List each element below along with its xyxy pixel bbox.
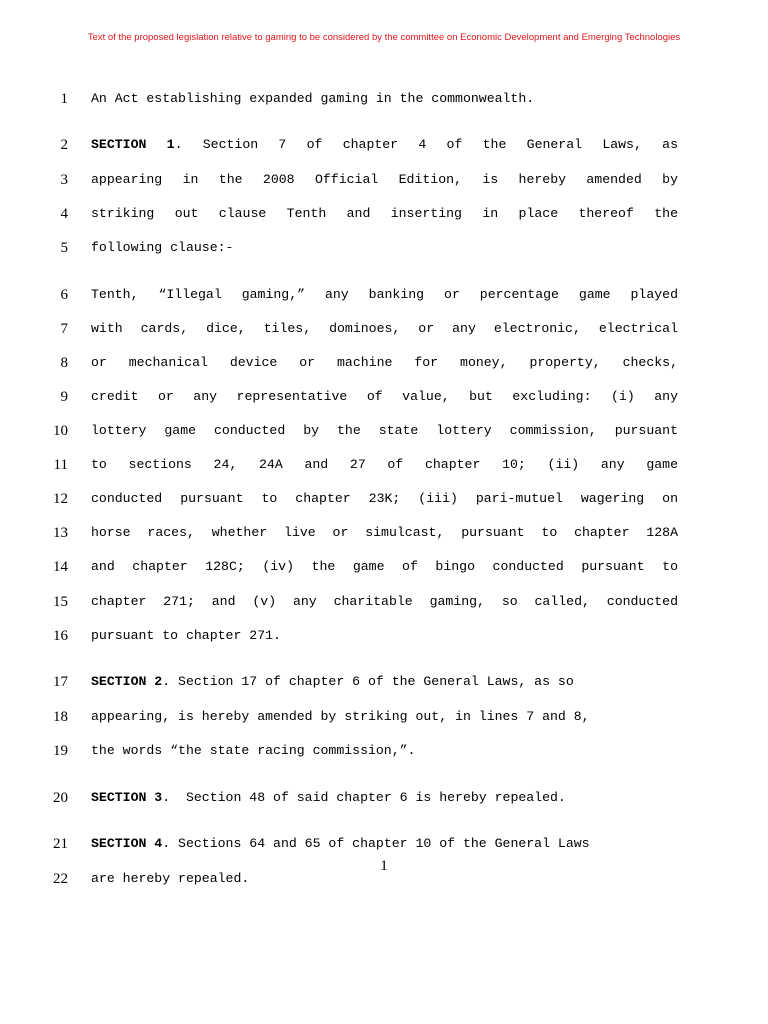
section-label: SECTION 3 bbox=[91, 790, 163, 805]
line-number: 15 bbox=[53, 594, 68, 610]
document-line bbox=[0, 624, 768, 648]
section-text: . Section 17 of chapter 6 of the General Laws, as so bbox=[162, 674, 574, 689]
line-number: 1 bbox=[60, 91, 68, 107]
line-text: Tenth, “Illegal gaming,” any banking or percentage game played bbox=[91, 287, 678, 302]
line-number: 21 bbox=[53, 836, 68, 852]
line-number: 13 bbox=[53, 525, 68, 541]
document-line bbox=[0, 133, 768, 157]
line-text: credit or any representative of value, but excluding: (i) any bbox=[91, 389, 678, 404]
line-text bbox=[91, 133, 678, 157]
line-number: 10 bbox=[53, 423, 68, 439]
line-text: horse races, whether live or simulcast, pursuant to chapter 128A bbox=[91, 525, 678, 540]
line-text: striking out clause Tenth and inserting in place thereof the bbox=[91, 206, 678, 221]
line-text: to sections 24, 24A and 27 of chapter 10; (ii) any game bbox=[91, 457, 678, 472]
line-number: 6 bbox=[60, 287, 68, 303]
document-line bbox=[0, 283, 768, 307]
line-number: 20 bbox=[53, 790, 68, 806]
line-text: An Act establishing expanded gaming in the commonwealth. bbox=[91, 91, 535, 106]
section-label: SECTION 4 bbox=[91, 836, 163, 851]
line-number: 14 bbox=[53, 559, 68, 575]
line-number: 22 bbox=[53, 871, 68, 887]
document-line bbox=[0, 786, 768, 810]
document-line bbox=[0, 487, 768, 511]
document-line bbox=[0, 419, 768, 443]
line-text: with cards, dice, tiles, dominoes, or any electronic, electrical bbox=[91, 321, 678, 336]
document-line bbox=[0, 521, 768, 545]
line-number: 7 bbox=[60, 321, 68, 337]
document-line bbox=[0, 739, 768, 763]
line-text: and chapter 128C; (iv) the game of bingo conducted pursuant to bbox=[91, 559, 678, 574]
line-number: 12 bbox=[53, 491, 68, 507]
document-line bbox=[0, 317, 768, 341]
section-text: . Section 48 of said chapter 6 is hereby repealed. bbox=[162, 790, 566, 805]
line-text: lottery game conducted by the state lottery commission, pursuant bbox=[91, 423, 678, 438]
line-number: 2 bbox=[60, 137, 68, 153]
section-text: . Sections 64 and 65 of chapter 10 of the General Laws bbox=[162, 836, 590, 851]
line-number: 4 bbox=[60, 206, 68, 222]
line-number: 3 bbox=[60, 172, 68, 188]
document-line bbox=[0, 670, 768, 694]
document-line bbox=[0, 590, 768, 614]
line-number: 5 bbox=[60, 240, 68, 256]
line-number: 11 bbox=[53, 457, 68, 473]
line-text bbox=[91, 786, 566, 810]
line-number: 19 bbox=[53, 743, 68, 759]
document-header: Text of the proposed legislation relative to gaming to be considered by the committee on Economic Development and Emerging Technologies bbox=[87, 32, 681, 43]
document-line bbox=[0, 351, 768, 375]
line-text bbox=[91, 832, 590, 856]
line-number: 18 bbox=[53, 709, 68, 725]
document-line bbox=[0, 236, 768, 260]
document-line bbox=[0, 555, 768, 579]
section-text: . Section 7 of chapter 4 of the General Laws, as bbox=[174, 137, 678, 152]
document-line bbox=[0, 453, 768, 477]
document-line bbox=[0, 385, 768, 409]
line-text: following clause:- bbox=[91, 240, 234, 255]
line-number: 17 bbox=[53, 674, 68, 690]
document-line bbox=[0, 202, 768, 226]
line-text: are hereby repealed. bbox=[91, 871, 250, 886]
line-text: or mechanical device or machine for money, property, checks, bbox=[91, 355, 678, 370]
section-label: SECTION 1 bbox=[91, 137, 175, 152]
document-line bbox=[0, 832, 768, 856]
line-text: pursuant to chapter 271. bbox=[91, 628, 281, 643]
line-number: 8 bbox=[60, 355, 68, 371]
document-line bbox=[0, 705, 768, 729]
line-text: the words “the state racing commission,”. bbox=[91, 743, 416, 758]
line-text: appearing in the 2008 Official Edition, is hereby amended by bbox=[91, 172, 678, 187]
line-text bbox=[91, 670, 574, 694]
page-number: 1 bbox=[380, 858, 388, 874]
line-text: conducted pursuant to chapter 23K; (iii) pari-mutuel wagering on bbox=[91, 491, 678, 506]
line-text: chapter 271; and (v) any charitable gaming, so called, conducted bbox=[91, 594, 678, 609]
line-number: 9 bbox=[60, 389, 68, 405]
line-number: 16 bbox=[53, 628, 68, 644]
section-label: SECTION 2 bbox=[91, 674, 163, 689]
line-text: appearing, is hereby amended by striking out, in lines 7 and 8, bbox=[91, 709, 590, 724]
document-line bbox=[0, 168, 768, 192]
document-line bbox=[0, 87, 768, 111]
